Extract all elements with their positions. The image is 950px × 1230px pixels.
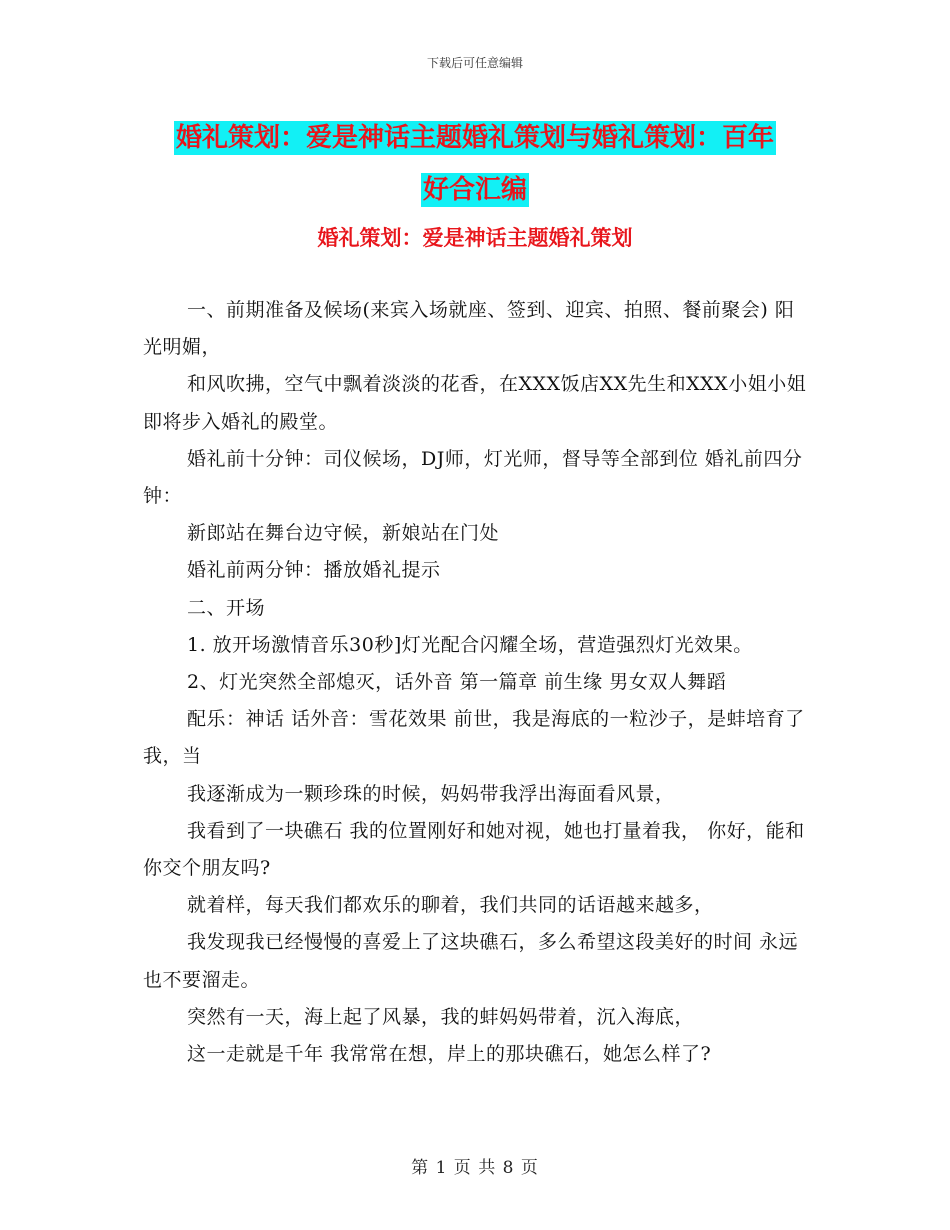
document-title-line1: 婚礼策划：爱是神话主题婚礼策划与婚礼策划：百年 bbox=[175, 123, 774, 153]
paragraph: 我发现我已经慢慢的喜爱上了这块礁石，多么希望这段美好的时间 永远也不要溜走。 bbox=[143, 931, 799, 991]
paragraph: 我逐渐成为一颗珍珠的时候，妈妈带我浮出海面看风景， bbox=[187, 782, 675, 805]
paragraph: 二、开场 bbox=[187, 596, 266, 619]
paragraph: 就着样，每天我们都欢乐的聊着，我们共同的话语越来越多， bbox=[187, 894, 714, 917]
paragraph: 1. 放开场激情音乐30秒]灯光配合闪耀全场，营造强烈灯光效果。 bbox=[187, 633, 753, 656]
paragraph: 和风吹拂，空气中飘着淡淡的花香，在XXX饭店XX先生和XXX小姐小姐即将步入婚礼的殿堂。 bbox=[143, 373, 807, 433]
header-note: 下载后可任意编辑 bbox=[426, 56, 523, 70]
document-title-line2: 好合汇编 bbox=[422, 175, 527, 205]
paragraph: 新郎站在舞台边守候，新娘站在门处 bbox=[187, 522, 500, 545]
paragraph: 2、灯光突然全部熄灭，话外音 第一篇章 前生缘 男女双人舞蹈 bbox=[187, 671, 727, 694]
paragraph: 一、前期准备及候场(来宾入场就座、签到、迎宾、拍照、餐前聚会) 阳光明媚， bbox=[143, 299, 795, 359]
page-number: 第 1 页 共 8 页 bbox=[411, 1158, 539, 1178]
document-title bbox=[140, 112, 810, 216]
paragraph: 我看到了一块礁石 我的位置刚好和她对视，她也打量着我， 你好，能和你交个朋友吗? bbox=[143, 819, 805, 880]
paragraph: 婚礼前十分钟：司仪候场，DJ师，灯光师，督导等全部到位 婚礼前四分钟： bbox=[143, 447, 803, 508]
section-title: 婚礼策划：爱是神话主题婚礼策划 bbox=[317, 226, 633, 250]
document-body bbox=[143, 292, 811, 1073]
paragraph: 这一走就是千年 我常常在想，岸上的那块礁石，她怎么样了? bbox=[187, 1043, 712, 1066]
paragraph: 突然有一天，海上起了风暴，我的蚌妈妈带着，沉入海底， bbox=[187, 1005, 695, 1028]
paragraph: 配乐：神话 话外音：雪花效果 前世，我是海底的一粒沙子，是蚌培育了我，当 bbox=[143, 708, 805, 768]
paragraph: 婚礼前两分钟：播放婚礼提示 bbox=[187, 559, 441, 582]
